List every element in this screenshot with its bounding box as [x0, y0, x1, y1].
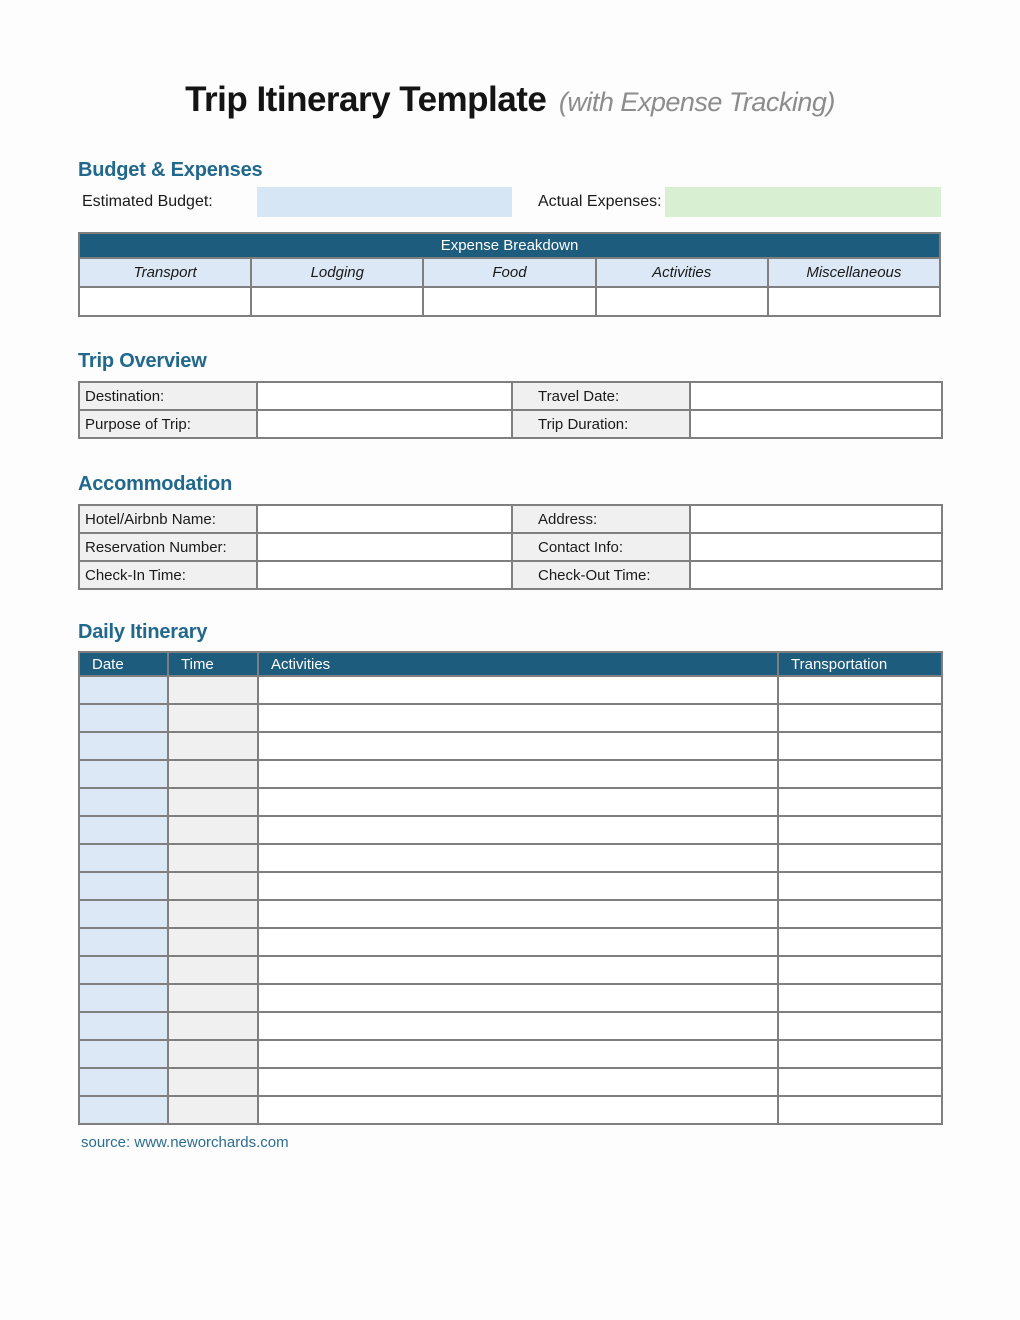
itinerary-date-cell[interactable]	[79, 760, 168, 788]
itinerary-row	[79, 1068, 942, 1096]
travel-date-label: Travel Date:	[512, 382, 690, 410]
destination-input[interactable]	[257, 382, 512, 410]
accommodation-row	[79, 505, 942, 533]
trip-duration-input[interactable]	[690, 410, 942, 438]
itinerary-time-cell[interactable]	[168, 1040, 258, 1068]
trip-overview-row	[79, 382, 942, 410]
itinerary-date-cell[interactable]	[79, 1068, 168, 1096]
itinerary-time-cell[interactable]	[168, 956, 258, 984]
page-title: Trip Itinerary Template	[185, 80, 547, 119]
itinerary-time-cell[interactable]	[168, 984, 258, 1012]
estimated-budget-label: Estimated Budget:	[82, 193, 213, 210]
itinerary-time-cell[interactable]	[168, 872, 258, 900]
itinerary-date-cell[interactable]	[79, 1012, 168, 1040]
itinerary-time-cell[interactable]	[168, 1068, 258, 1096]
travel-date-input[interactable]	[690, 382, 942, 410]
itinerary-date-cell[interactable]	[79, 984, 168, 1012]
itinerary-row	[79, 760, 942, 788]
itinerary-transportation-cell[interactable]	[778, 760, 942, 788]
section-heading-daily-itinerary: Daily Itinerary	[78, 621, 208, 643]
itinerary-transportation-cell[interactable]	[778, 1040, 942, 1068]
itinerary-activities-cell[interactable]	[258, 732, 778, 760]
purpose-of-trip-label: Purpose of Trip:	[79, 410, 257, 438]
itinerary-transportation-cell[interactable]	[778, 928, 942, 956]
expense-breakdown-title: Expense Breakdown	[79, 233, 940, 258]
itinerary-row	[79, 704, 942, 732]
itinerary-row	[79, 928, 942, 956]
expense-col-food: Food	[423, 258, 595, 287]
itinerary-body	[79, 676, 942, 1124]
expense-miscellaneous-cell[interactable]	[768, 287, 940, 316]
itinerary-activities-cell[interactable]	[258, 676, 778, 704]
reservation-number-input[interactable]	[257, 533, 512, 561]
section-heading-trip-overview: Trip Overview	[78, 350, 207, 372]
itinerary-row	[79, 1096, 942, 1124]
itinerary-time-cell[interactable]	[168, 816, 258, 844]
itinerary-transportation-cell[interactable]	[778, 900, 942, 928]
itinerary-activities-cell[interactable]	[258, 984, 778, 1012]
itinerary-time-cell[interactable]	[168, 704, 258, 732]
itinerary-date-cell[interactable]	[79, 816, 168, 844]
expense-col-transport: Transport	[79, 258, 251, 287]
itinerary-header-row	[79, 652, 942, 676]
itinerary-row	[79, 676, 942, 704]
itinerary-time-cell[interactable]	[168, 928, 258, 956]
itinerary-activities-cell[interactable]	[258, 928, 778, 956]
itinerary-activities-cell[interactable]	[258, 704, 778, 732]
itinerary-transportation-cell[interactable]	[778, 732, 942, 760]
itinerary-date-cell[interactable]	[79, 900, 168, 928]
itinerary-time-cell[interactable]	[168, 1096, 258, 1124]
trip-overview-table	[78, 381, 943, 439]
destination-label: Destination:	[79, 382, 257, 410]
address-input[interactable]	[690, 505, 942, 533]
itinerary-activities-cell[interactable]	[258, 1096, 778, 1124]
itinerary-activities-cell[interactable]	[258, 816, 778, 844]
itinerary-transportation-cell[interactable]	[778, 704, 942, 732]
itinerary-transportation-cell[interactable]	[778, 956, 942, 984]
itinerary-row	[79, 956, 942, 984]
itinerary-col-transportation: Transportation	[778, 652, 942, 676]
itinerary-date-cell[interactable]	[79, 844, 168, 872]
daily-itinerary-table	[78, 651, 943, 1125]
itinerary-transportation-cell[interactable]	[778, 788, 942, 816]
itinerary-date-cell[interactable]	[79, 1040, 168, 1068]
check-out-time-input[interactable]	[690, 561, 942, 589]
itinerary-activities-cell[interactable]	[258, 844, 778, 872]
itinerary-date-cell[interactable]	[79, 872, 168, 900]
itinerary-time-cell[interactable]	[168, 788, 258, 816]
budget-row	[78, 187, 941, 217]
page-subtitle: (with Expense Tracking)	[558, 87, 835, 117]
expense-activities-cell[interactable]	[596, 287, 768, 316]
itinerary-activities-cell[interactable]	[258, 956, 778, 984]
itinerary-time-cell[interactable]	[168, 732, 258, 760]
itinerary-activities-cell[interactable]	[258, 788, 778, 816]
check-out-time-label: Check-Out Time:	[512, 561, 690, 589]
itinerary-activities-cell[interactable]	[258, 900, 778, 928]
itinerary-row	[79, 984, 942, 1012]
estimated-budget-input[interactable]	[257, 187, 512, 217]
document-body	[78, 159, 941, 1151]
trip-duration-label: Trip Duration:	[512, 410, 690, 438]
itinerary-time-cell[interactable]	[168, 1012, 258, 1040]
actual-expenses-input[interactable]	[665, 187, 941, 217]
check-in-time-label: Check-In Time:	[79, 561, 257, 589]
itinerary-row	[79, 872, 942, 900]
itinerary-col-time: Time	[168, 652, 258, 676]
hotel-name-input[interactable]	[257, 505, 512, 533]
actual-expenses-label: Actual Expenses:	[538, 193, 662, 210]
itinerary-date-cell[interactable]	[79, 676, 168, 704]
itinerary-transportation-cell[interactable]	[778, 1012, 942, 1040]
reservation-number-label: Reservation Number:	[79, 533, 257, 561]
source-credit: source: www.neworchards.com	[81, 1134, 289, 1151]
itinerary-date-cell[interactable]	[79, 956, 168, 984]
itinerary-time-cell[interactable]	[168, 760, 258, 788]
itinerary-date-cell[interactable]	[79, 732, 168, 760]
itinerary-transportation-cell[interactable]	[778, 872, 942, 900]
section-heading-budget: Budget & Expenses	[78, 159, 263, 181]
itinerary-date-cell[interactable]	[79, 788, 168, 816]
itinerary-transportation-cell[interactable]	[778, 816, 942, 844]
expense-value-row	[79, 287, 940, 316]
itinerary-row	[79, 900, 942, 928]
document-header	[0, 0, 1020, 120]
expense-column-header-row	[79, 258, 940, 287]
itinerary-transportation-cell[interactable]	[778, 1068, 942, 1096]
itinerary-row	[79, 844, 942, 872]
itinerary-time-cell[interactable]	[168, 900, 258, 928]
address-label: Address:	[512, 505, 690, 533]
itinerary-row	[79, 1012, 942, 1040]
expense-transport-cell[interactable]	[79, 287, 251, 316]
check-in-time-input[interactable]	[257, 561, 512, 589]
itinerary-row	[79, 816, 942, 844]
contact-info-label: Contact Info:	[512, 533, 690, 561]
itinerary-time-cell[interactable]	[168, 676, 258, 704]
itinerary-date-cell[interactable]	[79, 1096, 168, 1124]
purpose-of-trip-input[interactable]	[257, 410, 512, 438]
accommodation-row	[79, 561, 942, 589]
itinerary-transportation-cell[interactable]	[778, 984, 942, 1012]
itinerary-row	[79, 1040, 942, 1068]
accommodation-row	[79, 533, 942, 561]
expense-col-miscellaneous: Miscellaneous	[768, 258, 940, 287]
itinerary-transportation-cell[interactable]	[778, 1096, 942, 1124]
hotel-name-label: Hotel/Airbnb Name:	[79, 505, 257, 533]
itinerary-transportation-cell[interactable]	[778, 676, 942, 704]
itinerary-activities-cell[interactable]	[258, 1068, 778, 1096]
itinerary-activities-cell[interactable]	[258, 872, 778, 900]
itinerary-col-date: Date	[79, 652, 168, 676]
itinerary-row	[79, 732, 942, 760]
itinerary-date-cell[interactable]	[79, 928, 168, 956]
itinerary-date-cell[interactable]	[79, 704, 168, 732]
section-heading-accommodation: Accommodation	[78, 473, 233, 495]
itinerary-activities-cell[interactable]	[258, 760, 778, 788]
itinerary-activities-cell[interactable]	[258, 1012, 778, 1040]
expense-lodging-cell[interactable]	[251, 287, 423, 316]
expense-food-cell[interactable]	[423, 287, 595, 316]
itinerary-transportation-cell[interactable]	[778, 844, 942, 872]
expense-breakdown-table	[78, 232, 941, 317]
itinerary-time-cell[interactable]	[168, 844, 258, 872]
expense-col-activities: Activities	[596, 258, 768, 287]
itinerary-col-activities: Activities	[258, 652, 778, 676]
expense-col-lodging: Lodging	[251, 258, 423, 287]
itinerary-activities-cell[interactable]	[258, 1040, 778, 1068]
contact-info-input[interactable]	[690, 533, 942, 561]
trip-overview-row	[79, 410, 942, 438]
accommodation-table	[78, 504, 943, 590]
itinerary-row	[79, 788, 942, 816]
